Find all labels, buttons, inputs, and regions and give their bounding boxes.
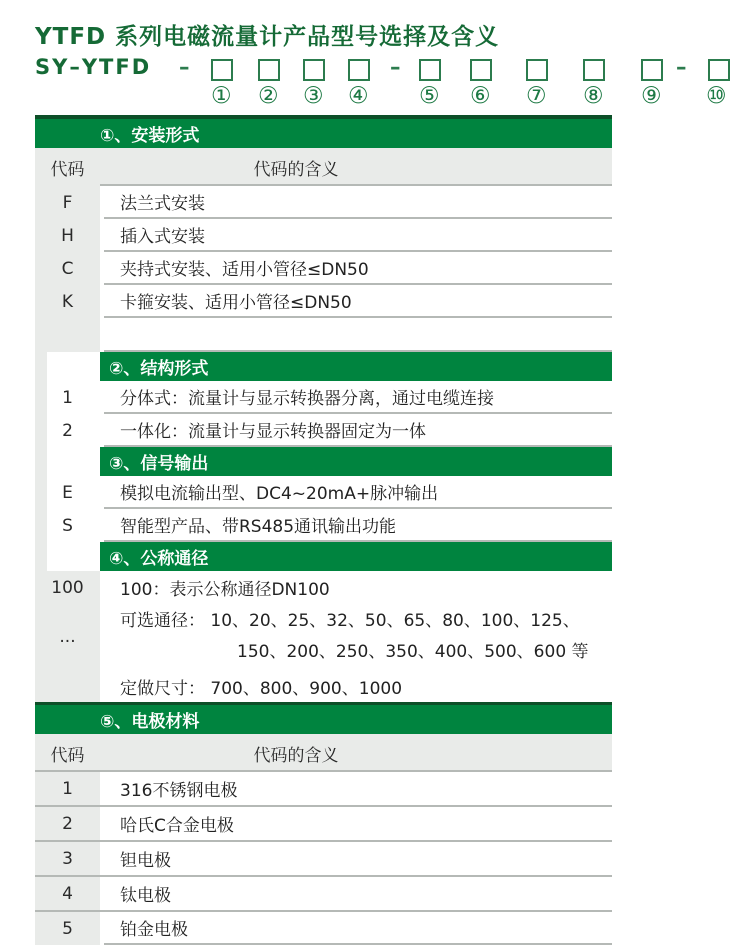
col-header-code: 代码 xyxy=(50,159,85,180)
row-code: 1 xyxy=(62,387,73,408)
table-row xyxy=(35,476,612,509)
row-code: 2 xyxy=(62,420,73,441)
row-code: K xyxy=(35,285,100,318)
spec-table xyxy=(35,115,612,945)
row-code: 100 xyxy=(35,571,100,604)
row-meaning: 钛电极 xyxy=(104,877,612,910)
table-row xyxy=(35,842,612,877)
table-row xyxy=(35,670,612,702)
table-row xyxy=(35,381,612,414)
row-meaning xyxy=(104,318,612,352)
table-row xyxy=(35,877,612,912)
column-header-row xyxy=(35,148,612,186)
section-header-label: ⑤、电极材料 xyxy=(100,712,200,732)
position-number-4: ④ xyxy=(348,83,369,109)
col-header-meaning: 代码的含义 xyxy=(253,745,339,766)
model-code-row xyxy=(0,55,750,115)
row-code: S xyxy=(62,515,73,536)
row-meaning: 316不锈钢电极 xyxy=(104,772,612,805)
row-meaning: 卡箍安装、适用小管径≤DN50 xyxy=(104,285,612,318)
row-code: C xyxy=(35,252,100,285)
row-meaning: 法兰式安装 xyxy=(104,186,612,219)
model-digit-box-9 xyxy=(641,59,663,81)
section-header-label: ③、信号输出 xyxy=(109,454,209,474)
table-row xyxy=(35,807,612,842)
row-code: 1 xyxy=(35,772,100,805)
model-prefix: SY–YTFD xyxy=(35,55,152,79)
section-header-install-type xyxy=(35,119,612,148)
row-meaning: 哈氏C合金电极 xyxy=(104,807,612,840)
row-code: 3 xyxy=(35,842,100,875)
row-meaning: 智能型产品、带RS485通讯输出功能 xyxy=(104,509,612,542)
dash-separator: – xyxy=(676,55,687,79)
row-meaning: 铂金电极 xyxy=(104,912,612,945)
model-digit-box-2 xyxy=(258,59,280,81)
row-meaning xyxy=(104,604,612,670)
row-code xyxy=(35,318,100,352)
row-code: F xyxy=(35,186,100,219)
meaning-line-1: 可选通径： 10、20、25、32、50、65、80、100、125、 xyxy=(120,611,580,632)
model-digit-box-7 xyxy=(526,59,548,81)
model-digit-box-3 xyxy=(303,59,325,81)
model-digit-box-8 xyxy=(583,59,605,81)
position-number-9: ⑨ xyxy=(641,83,662,109)
row-meaning: 定做尺寸： 700、800、900、1000 xyxy=(104,670,612,702)
position-number-1: ① xyxy=(211,83,232,109)
position-number-3: ③ xyxy=(303,83,324,109)
row-code: 2 xyxy=(35,807,100,840)
dash-separator: – xyxy=(390,55,401,79)
table-row-empty xyxy=(35,318,612,352)
section-header-signal-output xyxy=(100,447,612,476)
row-code xyxy=(35,670,100,702)
section-header-nominal-diameter xyxy=(100,542,612,571)
table-row xyxy=(35,414,612,447)
table-row xyxy=(35,285,612,318)
section-header-label: ①、安装形式 xyxy=(100,126,200,146)
model-digit-box-10 xyxy=(708,59,730,81)
model-digit-box-1 xyxy=(211,59,233,81)
table-row xyxy=(35,604,612,670)
position-number-10: ⑩ xyxy=(706,83,727,109)
position-number-8: ⑧ xyxy=(583,83,604,109)
table-row xyxy=(35,571,612,604)
table-row xyxy=(35,252,612,285)
position-number-5: ⑤ xyxy=(419,83,440,109)
row-meaning: 一体化：流量计与显示转换器固定为一体 xyxy=(104,414,612,447)
meaning-line-2: 150、200、250、350、400、500、600 等 xyxy=(237,642,589,662)
row-meaning: 插入式安装 xyxy=(104,219,612,252)
row-code: H xyxy=(35,219,100,252)
row-code: E xyxy=(62,482,73,503)
dash-separator: – xyxy=(179,55,190,79)
col-header-code: 代码 xyxy=(50,745,85,766)
model-digit-box-4 xyxy=(348,59,370,81)
row-meaning: 模拟电流输出型、DC4~20mA+脉冲输出 xyxy=(104,476,612,509)
row-meaning: 100：表示公称通径DN100 xyxy=(104,571,612,604)
table-row xyxy=(35,509,612,542)
row-meaning: 夹持式安装、适用小管径≤DN50 xyxy=(104,252,612,285)
table-row xyxy=(35,912,612,945)
position-number-7: ⑦ xyxy=(526,83,547,109)
row-code: 5 xyxy=(35,912,100,945)
model-digit-box-6 xyxy=(470,59,492,81)
position-number-6: ⑥ xyxy=(470,83,491,109)
table-row xyxy=(35,186,612,219)
row-code: ... xyxy=(35,604,100,670)
page-title: YTFD 系列电磁流量计产品型号选择及含义 xyxy=(35,24,500,50)
position-number-2: ② xyxy=(258,83,279,109)
column-header-row xyxy=(35,734,612,772)
row-meaning: 钽电极 xyxy=(104,842,612,875)
section-header-electrode-material xyxy=(35,705,612,734)
section-header-label: ④、公称通径 xyxy=(109,549,209,569)
table-row xyxy=(35,219,612,252)
section-header-structure-type xyxy=(100,352,612,381)
row-meaning: 分体式：流量计与显示转换器分离，通过电缆连接 xyxy=(104,381,612,414)
model-digit-box-5 xyxy=(419,59,441,81)
row-code: 4 xyxy=(35,877,100,910)
col-header-meaning: 代码的含义 xyxy=(253,159,339,180)
section-header-label: ②、结构形式 xyxy=(109,359,209,379)
table-row xyxy=(35,772,612,807)
